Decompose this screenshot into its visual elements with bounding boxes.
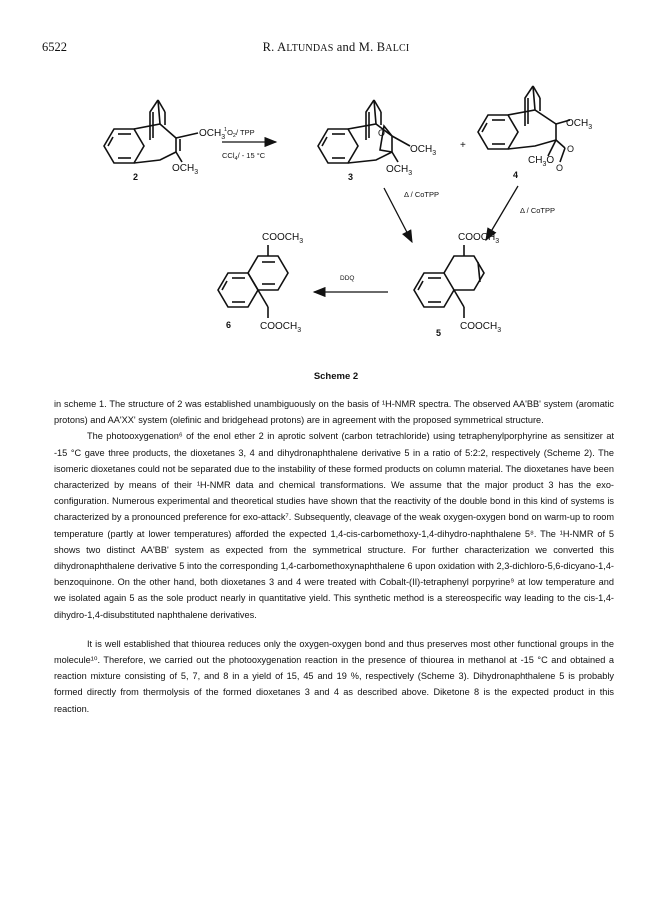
paragraph: in scheme 1. The structure of 2 was established unambiguously on the basis of ¹H-NMR spectra. The observed AA'BB' system (aromatic protons) and AA'XX' system (olefinic and bridgehead protons) are in agreement with the proposed symmetrical structure. — [54, 399, 614, 426]
label-ch3o: $CH_3O$ — [528, 155, 555, 168]
label-o: O — [378, 128, 386, 138]
compound-number: 3 — [348, 172, 354, 182]
compound-4 — [478, 86, 570, 162]
label-och3: $OCH_3$ — [172, 163, 199, 176]
compound-5 — [414, 245, 484, 318]
label-cooch3: $COOCH_3$ — [262, 232, 304, 245]
compound-2 — [104, 100, 198, 163]
scheme-caption: Scheme 2 — [313, 371, 359, 382]
label-o: O — [567, 144, 575, 154]
reagent-label: $^1O_2/$ TPP — [224, 127, 255, 139]
compound-3 — [318, 100, 410, 163]
label-cooch3: $COOCH_3$ — [460, 321, 502, 334]
compound-number: 6 — [226, 320, 232, 330]
label-och3: $OCH_3$ — [566, 118, 593, 131]
paragraph: It is well established that thiourea reduces only the oxygen-oxygen bond and thus preserves most other functional groups in the molecule¹⁰. Therefore, we carried out the photooxygenation reaction in the presence of thiourea in methanol at -15 °C and obtained a reaction mixture consisting of 5, 7, and 8 in a yield of 15, 45 and 19 %, respectively (Scheme 3). Dihydronaphthalene 5 is probably formed directly from thermolysis of the formed dioxetanes 3 and 4 as described above. Diketone 8 is the expected product in this reaction. — [54, 638, 614, 714]
running-head: R. ALTUNDAS and M. BALCI — [262, 40, 410, 54]
compound-6 — [218, 245, 288, 318]
label-cooch3: $COOCH_3$ — [458, 232, 500, 245]
label-och3: $OCH_3$ — [199, 128, 226, 141]
label-och3: $OCH_3$ — [386, 164, 413, 177]
compound-number: 4 — [513, 170, 519, 180]
solvent-label: CCl$_4$/ - 15 °C — [222, 151, 266, 162]
compound-number: 5 — [436, 328, 442, 338]
plus-sign: + — [460, 140, 466, 151]
catalyst-label: Δ / CoTPP — [404, 190, 440, 199]
reaction-scheme — [0, 60, 672, 360]
compound-number: 2 — [133, 172, 139, 182]
body-text — [54, 396, 614, 717]
label-cooch3: $COOCH_3$ — [260, 321, 302, 334]
ddq-label: DDQ — [340, 275, 355, 282]
label-o: O — [556, 163, 564, 173]
paragraph: The photooxygenation⁶ of the enol ether 2 in aprotic solvent (carbon tetrachloride) using tetraphenylporphyrine as sensitizer at -15 °C gave three products, the dioxetanes 3, 4 and dihydronaphthalene derivative 5 in a ratio of 5:2:2, respectively (Scheme 2). The isomeric dioxetanes could not be separated due to the instability of these formed products on column material. The dioxetanes have been characterized by means of their ¹H-NMR data and chemical transformations. We assume that the major product 3 has the exo-configuration. Numerous experimental and theoretical studies have shown that the reactivity of the double bond in this kind of systems is characterized by a pronounced preference for exo-attack⁷. Subsequently, cleavage of the weak oxygen-oxygen bond on warm-up to room temperature (partly at lower temperatures) afforded the expected 1,4-cis-carbomethoxy-1,4-dihydro-naphthalene 5⁸. The ¹H-NMR of 5 shows two distinct AA'BB' system as expected from the symmetrical structure. For further characterization we converted this dihydronaphthalene derivative 5 into the corresponding 1,4-carbomethoxynaphthalene 6 upon oxidation with 2,3-dichloro-5,6-dicyano-1,4-benzoquinone. On the other hand, both dioxetanes 3 and 4 were treated with Cobalt-(II)-tetraphenyl porpyrine⁹ at low temperature and we isolated again 5 as the sole product nearly in quantitative yield. This synthetic method is a stereospecific way leading to the cis-1,4-dihydro-1,4-disubstituted naphthalene derivatives. — [54, 431, 614, 620]
catalyst-label: Δ / CoTPP — [520, 206, 556, 215]
label-och3: $OCH_3$ — [410, 144, 437, 157]
page-number: 6522 — [42, 40, 67, 54]
